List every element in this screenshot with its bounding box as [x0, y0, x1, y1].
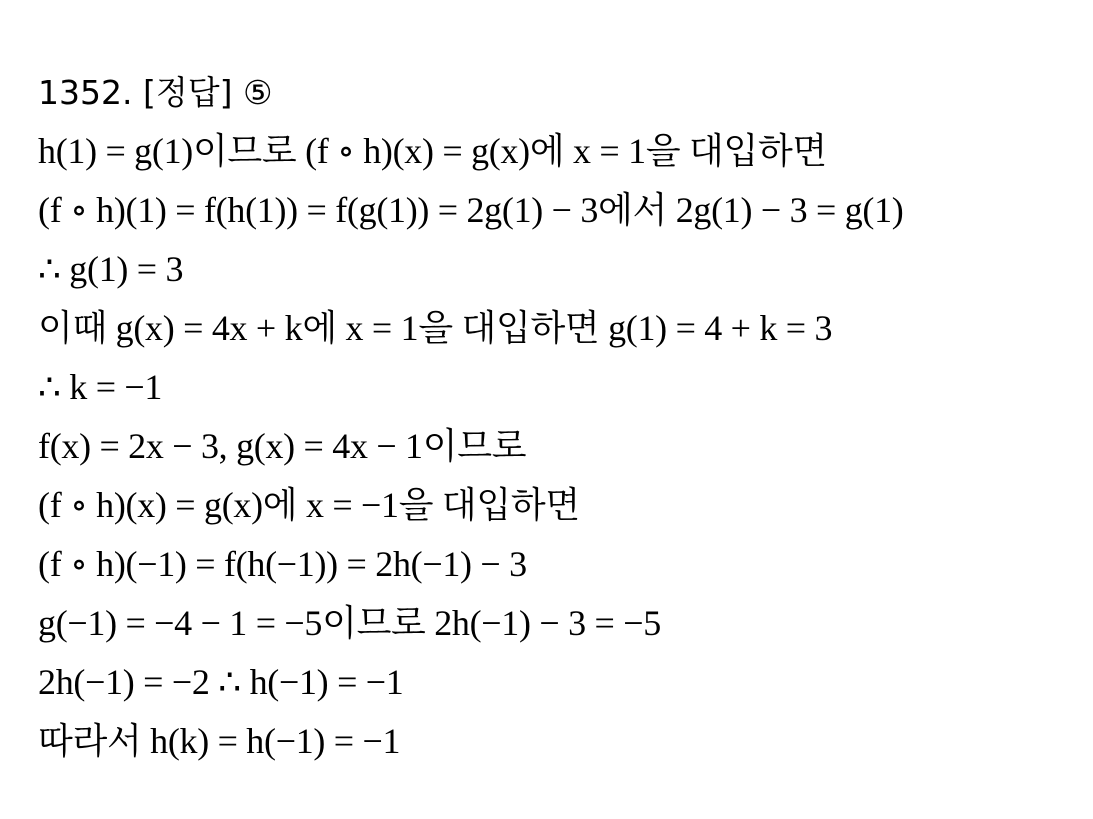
problem-header: 1352. [정답] ⑤	[38, 73, 273, 112]
solution-line-1: h(1) = g(1)이므로 (f ∘ h)(x) = g(x)에 x = 1을 대입하면	[38, 131, 827, 171]
solution-line-2: (f ∘ h)(1) = f(h(1)) = f(g(1)) = 2g(1) − 3에서 2g(1) − 3 = g(1)	[38, 190, 904, 230]
solution-line-3: ∴ g(1) = 3	[38, 249, 184, 289]
solution-line-5: ∴ k = −1	[38, 367, 163, 407]
solution-line-9: g(−1) = −4 − 1 = −5이므로 2h(−1) − 3 = −5	[38, 603, 661, 643]
solution-line-11: 따라서 h(k) = h(−1) = −1	[38, 721, 401, 761]
solution-line-8: (f ∘ h)(−1) = f(h(−1)) = 2h(−1) − 3	[38, 544, 527, 584]
solution-line-4: 이때 g(x) = 4x + k에 x = 1을 대입하면 g(1) = 4 + k = 3	[38, 308, 833, 348]
solution-line-6: f(x) = 2x − 3, g(x) = 4x − 1이므로	[38, 426, 527, 466]
solution-document	[38, 63, 1078, 771]
solution-line-7: (f ∘ h)(x) = g(x)에 x = −1을 대입하면	[38, 485, 580, 525]
solution-line-10: 2h(−1) = −2 ∴ h(−1) = −1	[38, 662, 404, 702]
